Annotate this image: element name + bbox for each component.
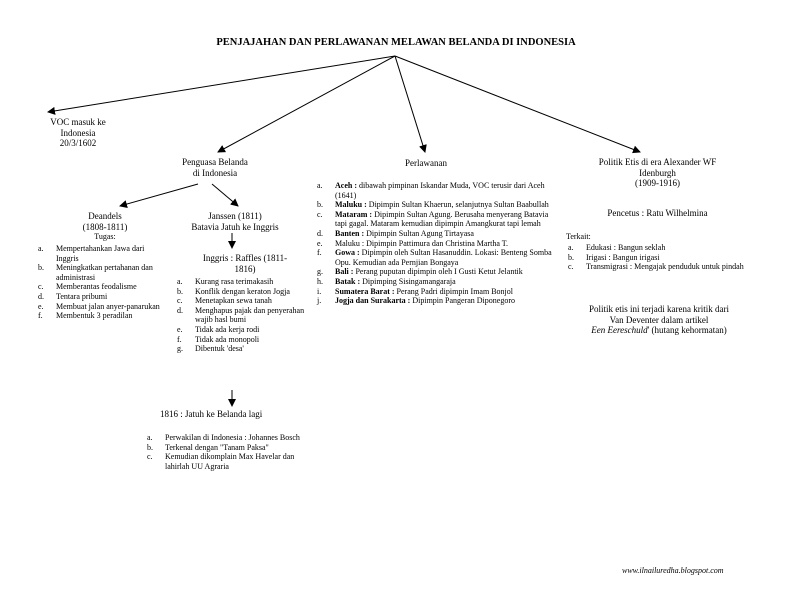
list-marker: a. (177, 277, 183, 286)
list-marker: e. (38, 301, 44, 311)
list-item-text: Menghapus pajak dan penyerahan wajib hasl bumi (195, 305, 305, 325)
deandels-name: Deandels (88, 211, 122, 221)
list-item-head: Maluku : (335, 200, 367, 210)
list-item (177, 287, 312, 297)
list-marker: a. (317, 181, 323, 190)
list-item (38, 302, 162, 312)
list-marker: a. (147, 433, 153, 442)
etis-kritik (565, 304, 753, 336)
perlawanan-label: Perlawanan (405, 158, 447, 168)
list-marker: a. (38, 244, 44, 253)
list-item-head: Sumatera Barat : (335, 286, 395, 296)
list-item-text: Dipimpin Sultan Agung Tirtayasa (364, 228, 474, 238)
etis-article-title: Een Eereschuld (591, 325, 648, 335)
list-item-head: Banten : (335, 228, 365, 238)
etis-kritik-line-3 (565, 325, 753, 336)
list-item-text: Kemudian dikomplain Max Havelar dan lahirlah UU Agraria (165, 452, 295, 471)
etis-line-2: Idenburgh (639, 167, 676, 178)
list-item-text: Tidak ada monopoli (195, 334, 260, 344)
list-item (177, 344, 312, 354)
list-marker: e. (177, 324, 183, 334)
arrow-to-etis (395, 56, 640, 152)
list-item-text: Membentuk 3 peradilan (56, 311, 133, 321)
list-marker: b. (147, 442, 153, 452)
list-item-text: Memberantas feodalisme (56, 282, 137, 292)
list-marker: c. (147, 452, 153, 462)
list-item-head: Bali : (335, 267, 354, 277)
etis-terkait-label: Terkait: (566, 232, 591, 241)
penguasa-line-2: di Indonesia (192, 167, 238, 178)
jatuh-1816-label: 1816 : Jatuh ke Belanda lagi (160, 409, 263, 419)
list-marker: c. (177, 296, 183, 306)
list-item-head: Aceh : (335, 181, 357, 190)
list-item (177, 335, 312, 345)
raffles-policy-list (177, 277, 312, 354)
list-item-text: Dipimpin Sultan Agung. Berusaha menyerang Batavia tapi gagal. Mataram kemudian dipimpin Amangkurat tapi lemah (335, 209, 549, 229)
penguasa-line-1: Penguasa Belanda (182, 157, 248, 167)
list-item (38, 292, 162, 302)
list-item-text: Konflik dengan keraton Jogja (195, 286, 290, 296)
list-item (177, 325, 312, 335)
etis-article-rest: ' (hutang kehormatan) (647, 325, 727, 335)
etis-pencetus: Pencetus : Ratu Wilhelmina (607, 208, 708, 218)
list-item-text: Dipimpin oleh Sultan Hasanuddin. Lokasi: Benteng Somba Opu. Kemudian ada Pernjian Bongaya (335, 248, 552, 267)
voc-line-1: VOC masuk ke (50, 117, 106, 127)
list-marker: g. (317, 267, 323, 277)
penguasa-node (155, 157, 275, 178)
list-item (177, 277, 312, 287)
list-item-text: Transmigrasi : Mengajak penduduk untuk pindah (586, 262, 744, 272)
etis-kritik-line-1: Politik etis ini terjadi karena kritik dari (589, 304, 729, 314)
deandels-task-list (38, 244, 162, 321)
list-item-head: Mataram : (335, 209, 373, 219)
list-item (317, 181, 552, 200)
list-item-text: Perang puputan dipimpin oleh I Gusti Ketut Jelantik (353, 267, 523, 277)
etis-line-3: (1909-1916) (635, 178, 680, 188)
janssen-line-2: Batavia Jatuh ke Inggris (191, 221, 279, 232)
footer-url: www.ilnailuredha.blogspot.com (622, 566, 724, 575)
deandels-tugas-label: Tugas: (94, 232, 116, 241)
list-item (38, 263, 162, 282)
list-item (317, 239, 552, 249)
list-item (317, 200, 552, 210)
raffles-node (185, 253, 305, 274)
raffles-line-1: Inggris : Raffles (1811- (202, 253, 288, 263)
list-item-text: Dipimpin Pangeran Diponegoro (410, 296, 515, 306)
list-item (147, 452, 307, 471)
list-item-text: Maluku : Dipimpin Pattimura dan Christina Martha T. (335, 238, 509, 248)
list-marker: c. (38, 282, 44, 292)
list-item-text: Perwakilan di Indonesia : Johannes Bosch (165, 433, 300, 442)
list-item (147, 443, 307, 453)
list-item-text: Dibentuk 'desa' (195, 344, 244, 354)
list-marker: c. (317, 209, 323, 219)
list-item (38, 311, 162, 321)
list-item (317, 267, 552, 277)
etis-node (570, 157, 745, 189)
list-item-text: dibawah pimpinan Iskandar Muda, VOC terusir dari Aceh (1641) (335, 181, 545, 200)
list-item (317, 277, 552, 287)
list-item-text: Membuat jalan anyer-panarukan (56, 301, 160, 311)
list-item-text: Meningkatkan pertahanan dan administrasi (56, 263, 153, 282)
list-item-text: Perang Padri dipimpin Imam Bonjol (394, 286, 513, 296)
list-item-text: Menetapkan sewa tanah (195, 296, 272, 306)
list-item-text: Tentara pribumi (56, 291, 108, 301)
list-marker: b. (38, 263, 44, 273)
list-item (177, 306, 312, 325)
list-marker: d. (38, 291, 44, 301)
list-item-text: Mempertahankan Jawa dari Inggris (56, 244, 145, 263)
list-item (38, 244, 162, 263)
list-item (317, 210, 552, 229)
list-marker: d. (177, 305, 183, 315)
list-item-head: Batak : (335, 276, 361, 286)
voc-node (28, 117, 128, 149)
list-marker: g. (177, 344, 183, 354)
list-marker: c. (568, 262, 574, 272)
janssen-line-1: Janssen (1811) (208, 211, 262, 221)
voc-line-2: Indonesia (60, 127, 96, 138)
etis-line-1: Politik Etis di era Alexander WF (598, 157, 717, 167)
raffles-line-2: 1816) (234, 263, 256, 274)
list-item (147, 433, 307, 443)
arrow-to-deandels (120, 184, 198, 206)
list-marker: a. (568, 243, 574, 252)
list-marker: e. (317, 238, 323, 248)
list-item-text: Terkenal dengan "Tanam Paksa" (165, 442, 269, 452)
list-marker: f. (38, 311, 43, 321)
list-marker: b. (568, 252, 574, 262)
list-marker: h. (317, 276, 323, 286)
list-marker: b. (317, 200, 323, 210)
voc-line-3: 20/3/1602 (59, 138, 97, 148)
list-item-text: Dipimping Sisingamangaraja (360, 276, 456, 286)
list-item (317, 248, 552, 267)
list-item-head: Gowa : (335, 248, 360, 258)
list-item-text: Irigasi : Bangun irigasi (586, 252, 660, 262)
list-item-head: Jogja dan Surakarta : (335, 296, 411, 306)
list-item (568, 262, 753, 272)
list-item-text: Edukasi : Bangun seklah (586, 243, 666, 252)
list-item (317, 296, 552, 306)
list-item-text: Kurang rasa terimakasih (195, 277, 274, 286)
list-item-text: Tidak ada kerja rodi (195, 324, 260, 334)
list-marker: j. (317, 296, 322, 306)
deandels-years: (1808-1811) (82, 221, 128, 232)
list-marker: f. (177, 334, 182, 344)
list-item (568, 243, 753, 253)
janssen-node (170, 211, 300, 232)
etis-list (568, 243, 753, 272)
perlawanan-list (317, 181, 552, 306)
list-marker: d. (317, 228, 323, 238)
jatuh-1816-list (147, 433, 307, 471)
deandels-node (50, 211, 160, 242)
list-marker: b. (177, 286, 183, 296)
list-item (568, 253, 753, 263)
page-title: PENJAJAHAN DAN PERLAWANAN MELAWAN BELANDA DI INDONESIA (216, 37, 576, 48)
list-item-text: Dipimpin Sultan Khaerun, selanjutnya Sultan Baabullah (366, 200, 549, 210)
list-item (177, 296, 312, 306)
arrow-to-janssen (212, 184, 238, 206)
list-item (317, 229, 552, 239)
list-item (317, 287, 552, 297)
list-marker: f. (317, 248, 322, 258)
arrow-to-perlawanan (395, 56, 425, 152)
list-item (38, 282, 162, 292)
list-marker: i. (317, 286, 322, 296)
etis-kritik-line-2: Van Deventer dalam artikel (609, 314, 709, 325)
